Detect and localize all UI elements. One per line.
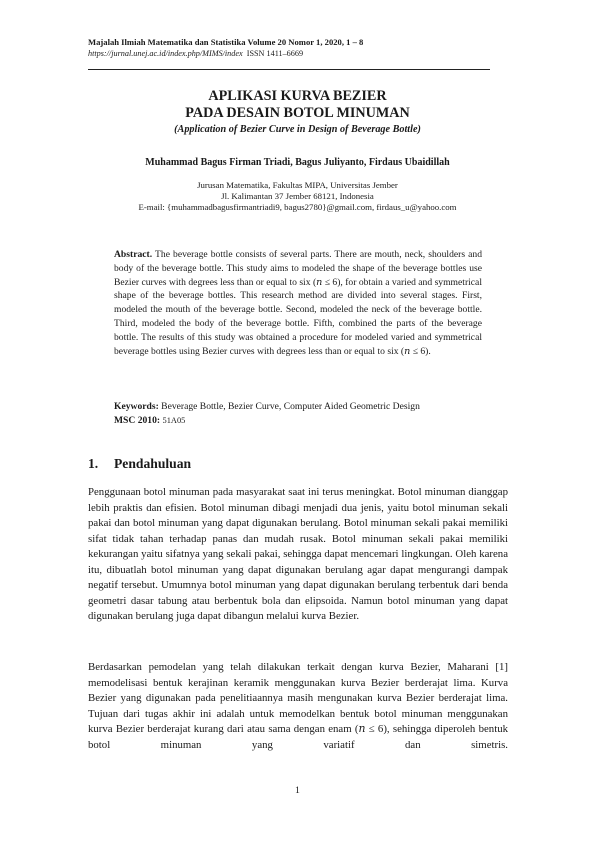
msc-code: 51A05 bbox=[162, 416, 186, 425]
page-number: 1 bbox=[295, 785, 300, 796]
abstract bbox=[114, 248, 482, 358]
journal-citation: Majalah Ilmiah Matematika dan Statistika Volume 20 Nomor 1, 2020, 1 – 8 bbox=[88, 37, 364, 47]
author-list: Muhammad Bagus Firman Triadi, Bagus Juliyanto, Firdaus Ubaidillah bbox=[145, 157, 450, 168]
paper-title-english: (Application of Bezier Curve in Design of Beverage Bottle) bbox=[174, 124, 421, 135]
section-heading bbox=[88, 456, 191, 472]
journal-issn: ISSN 1411–6669 bbox=[246, 49, 304, 58]
section-title: Pendahuluan bbox=[114, 456, 192, 471]
paper-title-line1: APLIKASI KURVA BEZIER bbox=[208, 88, 387, 104]
affiliation-address: Jl. Kalimantan 37 Jember 68121, Indonesia bbox=[221, 191, 374, 201]
paper-title-line2: PADA DESAIN BOTOL MINUMAN bbox=[185, 105, 410, 121]
affiliation-department: Jurusan Matematika, Fakultas MIPA, Universitas Jember bbox=[197, 180, 398, 190]
affiliation-email: E-mail: {muhammadbagusfirmantriadi9, bagus2780}@gmail.com, firdaus_u@yahoo.com bbox=[138, 202, 457, 212]
journal-url-line bbox=[88, 48, 303, 59]
keywords bbox=[114, 400, 420, 413]
msc-classification bbox=[114, 414, 185, 427]
body-paragraph-1: Penggunaan botol minuman pada masyarakat saat ini terus meningkat. Botol minuman dianggap lebih praktis dan efisien. Botol minuman dibagi menjadi dua jenis, yaitu botol minuman sekali pakai dan botol minuman yang dapat digunakan berulang. Botol minuman sekali pakai memiliki sifat tidak tahan terhadap panas dan mudah rusak. Botol minuman sekali pakai memiliki kekurangan yaitu sifatnya yang sekali pakai, sehingga dapat mencemari lingkungan. Oleh karena itu, dibuatlah botol minuman yang dapat digunakan berulang agar dapat mengurangi dampak negatif tersebut. Umumnya botol minuman yang dapat digunakan berulang terbentuk dari benda geometri dasar tabung atau berbentuk bola dan elipsoida. Namun botol minuman yang dapat digunakan berulang juga dapat dibangun melalui kurva Bezier. bbox=[88, 486, 508, 622]
keywords-text: Beverage Bottle, Bezier Curve, Computer Aided Geometric Design bbox=[161, 401, 420, 412]
msc-label: MSC 2010: bbox=[114, 415, 161, 426]
abstract-label: Abstract. bbox=[114, 249, 153, 260]
journal-url[interactable]: https://jurnal.unej.ac.id/index.php/MIMS/index bbox=[88, 49, 243, 58]
body-paragraph-2: Berdasarkan pemodelan yang telah dilakukan terkait dengan kurva Bezier, Maharani [1] memodelisasi bentuk kerajinan keramik menggunakan kurva Bezier berderajat lima. Kurva Bezier yang digunakan pada penelitiaannya masih mengunakan kurva Bezier berderajat lima. Tujuan dari tugas akhir ini adalah untuk memodelkan bentuk botol minuman menggunakan kurva Bezier berderajat kurang dari atau sama dengan enam (𝑛 ≤ 6), sehingga diperoleh bentuk botol minuman yang variatif dan simetris. bbox=[88, 661, 508, 751]
keywords-label: Keywords: bbox=[114, 401, 159, 412]
section-number: 1. bbox=[88, 456, 99, 471]
header-rule bbox=[88, 69, 490, 70]
abstract-text: The beverage bottle consists of several parts. There are mouth, neck, shoulders and body of the beverage bottle. This study aims to modeled the shape of the beverage bottles use Bezier curves with degrees less than or equal to six (𝑛 ≤ 6), for obtain a varied and symmetrical shape of the beverage bottles. This research method are divided into several stages. First, modeled the mouth of the beverage bottle. Second, modeled the neck of the beverage bottle. Third, modeled the body of the beverage bottle. Fifth, combined the parts of the beverage bottle. The results of this study was obtained a procedure for modeled varied and symmetrical beverage bottles using Bezier curves with degrees less than or equal to six (𝑛 ≤ 6). bbox=[114, 249, 482, 357]
